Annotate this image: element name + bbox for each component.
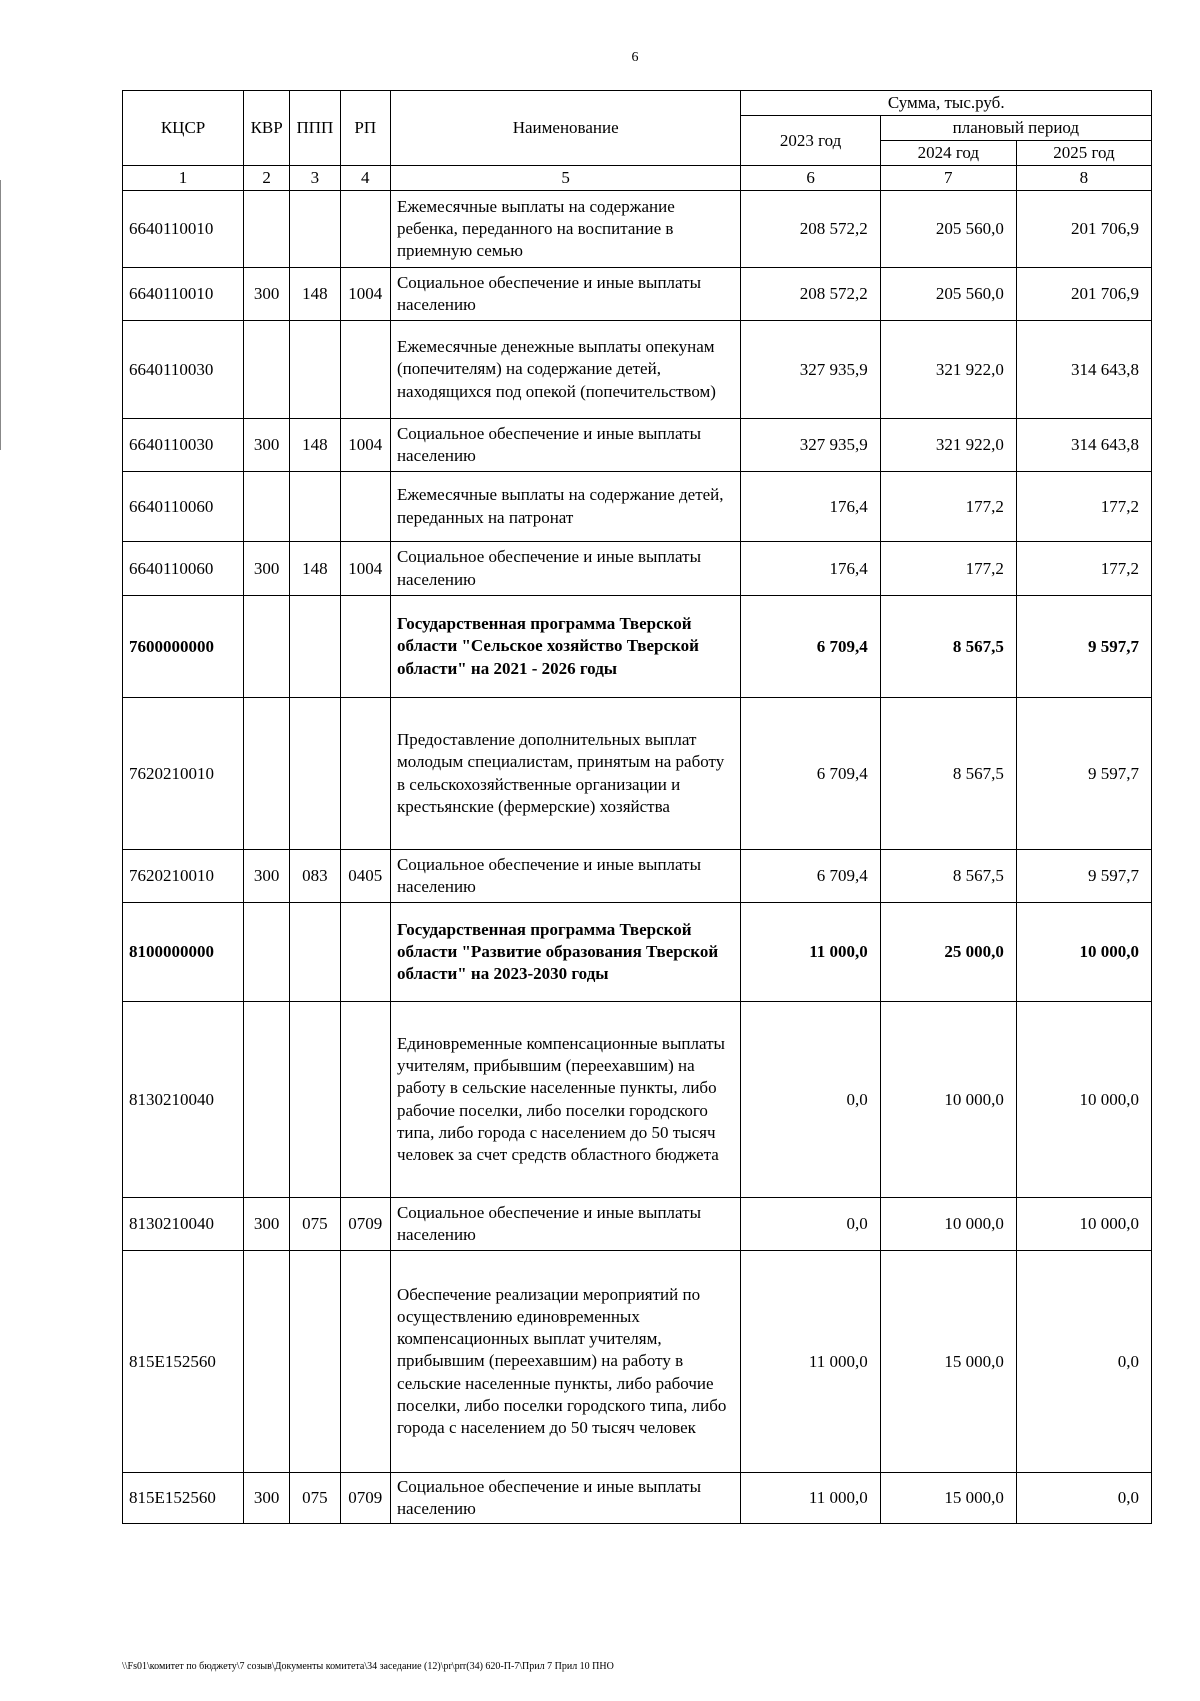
- header-2024: 2024 год: [880, 141, 1016, 166]
- cell-2024: 205 560,0: [880, 268, 1016, 321]
- cell-name: Социальное обеспечение и иные выплаты населению: [390, 542, 740, 596]
- cell-2025: 10 000,0: [1016, 1002, 1151, 1198]
- cell-2025: 0,0: [1016, 1251, 1151, 1473]
- cell-rp: 1004: [340, 268, 390, 321]
- table-row: [123, 1473, 1152, 1524]
- cell-2024: 321 922,0: [880, 321, 1016, 419]
- cell-2024: 15 000,0: [880, 1251, 1016, 1473]
- cell-kcsr: 6640110010: [123, 191, 244, 268]
- column-number: 4: [340, 166, 390, 191]
- cell-2025: 201 706,9: [1016, 268, 1151, 321]
- table-row: [123, 191, 1152, 268]
- cell-ppp: 148: [290, 268, 340, 321]
- table-row: [123, 472, 1152, 542]
- cell-2025: 201 706,9: [1016, 191, 1151, 268]
- cell-rp: 1004: [340, 419, 390, 472]
- cell-ppp: [290, 321, 340, 419]
- cell-kcsr: 6640110060: [123, 472, 244, 542]
- cell-ppp: 075: [290, 1198, 340, 1251]
- cell-rp: [340, 321, 390, 419]
- cell-2025: 10 000,0: [1016, 1198, 1151, 1251]
- cell-ppp: [290, 698, 340, 850]
- cell-2024: 8 567,5: [880, 596, 1016, 698]
- cell-name: Предоставление дополнительных выплат молодым специалистам, принятым на работу в сельскохозяйственные организации и крестьянские (фермерские) хозяйства: [390, 698, 740, 850]
- cell-rp: [340, 1251, 390, 1473]
- cell-kcsr: 815E152560: [123, 1473, 244, 1524]
- table-row: [123, 1251, 1152, 1473]
- cell-rp: 0709: [340, 1473, 390, 1524]
- header-kcsr: КЦСР: [123, 91, 244, 166]
- cell-kvr: [244, 903, 290, 1002]
- cell-2023: 6 709,4: [741, 850, 880, 903]
- cell-kcsr: 7620210010: [123, 850, 244, 903]
- cell-kvr: [244, 1251, 290, 1473]
- header-sum: Сумма, тыс.руб.: [741, 91, 1152, 116]
- cell-ppp: 083: [290, 850, 340, 903]
- cell-ppp: 148: [290, 542, 340, 596]
- cell-2025: 314 643,8: [1016, 419, 1151, 472]
- table-row: [123, 542, 1152, 596]
- table-row: [123, 268, 1152, 321]
- cell-name: Единовременные компенсационные выплаты учителям, прибывшим (переехавшим) на работу в сельские населенные пункты, либо рабочие поселки, либо поселки городского типа, либо города с населением до 50 тысяч человек за счет средств областного бюджета: [390, 1002, 740, 1198]
- cell-kvr: [244, 596, 290, 698]
- cell-ppp: 148: [290, 419, 340, 472]
- cell-2023: 176,4: [741, 472, 880, 542]
- cell-2024: 8 567,5: [880, 850, 1016, 903]
- cell-name: Социальное обеспечение и иные выплаты населению: [390, 1198, 740, 1251]
- cell-kcsr: 6640110030: [123, 419, 244, 472]
- cell-ppp: [290, 1002, 340, 1198]
- column-number: 5: [390, 166, 740, 191]
- table-row: [123, 321, 1152, 419]
- cell-name: Ежемесячные денежные выплаты опекунам (попечителям) на содержание детей, находящихся под опекой (попечительством): [390, 321, 740, 419]
- cell-name: Ежемесячные выплаты на содержание ребенка, переданного на воспитание в приемную семью: [390, 191, 740, 268]
- column-number: 7: [880, 166, 1016, 191]
- cell-kvr: [244, 698, 290, 850]
- cell-2024: 205 560,0: [880, 191, 1016, 268]
- footer-file-path: \\Fs01\комитет по бюджету\7 созыв\Документы комитета\34 заседание (12)\pr\prr(34) 620-П-7\Прил 7 Прил 10 ПНО: [122, 1661, 614, 1672]
- cell-name: Обеспечение реализации мероприятий по осуществлению единовременных компенсационных выплат учителям, прибывшим (переехавшим) на работу в сельские населенные пункты, либо рабочие поселки, либо поселки городского типа, либо города с населением до 50 тысяч человек: [390, 1251, 740, 1473]
- header-ppp: ППП: [290, 91, 340, 166]
- cell-kvr: 300: [244, 268, 290, 321]
- cell-2023: 327 935,9: [741, 419, 880, 472]
- header-planned-period: плановый период: [880, 116, 1151, 141]
- cell-2023: 11 000,0: [741, 1473, 880, 1524]
- cell-name: Государственная программа Тверской области "Развитие образования Тверской области" на 2023-2030 годы: [390, 903, 740, 1002]
- cell-2023: 11 000,0: [741, 1251, 880, 1473]
- cell-kcsr: 6640110030: [123, 321, 244, 419]
- budget-table: [122, 90, 1152, 1524]
- cell-ppp: [290, 191, 340, 268]
- column-number: 1: [123, 166, 244, 191]
- cell-2025: 9 597,7: [1016, 850, 1151, 903]
- cell-2023: 176,4: [741, 542, 880, 596]
- cell-name: Государственная программа Тверской области "Сельское хозяйство Тверской области" на 2021 - 2026 годы: [390, 596, 740, 698]
- cell-kcsr: 8130210040: [123, 1002, 244, 1198]
- cell-kvr: 300: [244, 1473, 290, 1524]
- cell-name: Социальное обеспечение и иные выплаты населению: [390, 850, 740, 903]
- cell-rp: 0709: [340, 1198, 390, 1251]
- cell-2025: 10 000,0: [1016, 903, 1151, 1002]
- cell-rp: [340, 1002, 390, 1198]
- cell-2023: 208 572,2: [741, 268, 880, 321]
- cell-name: Социальное обеспечение и иные выплаты населению: [390, 1473, 740, 1524]
- cell-rp: [340, 698, 390, 850]
- cell-ppp: 075: [290, 1473, 340, 1524]
- cell-2025: 9 597,7: [1016, 596, 1151, 698]
- table-row: [123, 850, 1152, 903]
- cell-2024: 10 000,0: [880, 1002, 1016, 1198]
- column-number: 3: [290, 166, 340, 191]
- column-number: 8: [1016, 166, 1151, 191]
- cell-2023: 6 709,4: [741, 698, 880, 850]
- cell-2025: 9 597,7: [1016, 698, 1151, 850]
- cell-kvr: [244, 472, 290, 542]
- cell-2024: 321 922,0: [880, 419, 1016, 472]
- cell-kcsr: 7600000000: [123, 596, 244, 698]
- cell-2024: 177,2: [880, 542, 1016, 596]
- cell-2023: 11 000,0: [741, 903, 880, 1002]
- cell-ppp: [290, 596, 340, 698]
- cell-2023: 6 709,4: [741, 596, 880, 698]
- cell-rp: 1004: [340, 542, 390, 596]
- cell-kvr: [244, 321, 290, 419]
- header-name: Наименование: [390, 91, 740, 166]
- cell-kvr: [244, 191, 290, 268]
- cell-name: Ежемесячные выплаты на содержание детей, переданных на патронат: [390, 472, 740, 542]
- cell-kvr: 300: [244, 542, 290, 596]
- cell-kcsr: 815E152560: [123, 1251, 244, 1473]
- cell-rp: [340, 472, 390, 542]
- cell-2024: 8 567,5: [880, 698, 1016, 850]
- column-number: 2: [244, 166, 290, 191]
- cell-ppp: [290, 472, 340, 542]
- cell-kvr: 300: [244, 850, 290, 903]
- table-row: [123, 1198, 1152, 1251]
- header-2025: 2025 год: [1016, 141, 1151, 166]
- cell-name: Социальное обеспечение и иные выплаты населению: [390, 419, 740, 472]
- cell-2025: 0,0: [1016, 1473, 1151, 1524]
- cell-kcsr: 8130210040: [123, 1198, 244, 1251]
- cell-kcsr: 6640110060: [123, 542, 244, 596]
- header-kvr: КВР: [244, 91, 290, 166]
- cell-rp: 0405: [340, 850, 390, 903]
- cell-kvr: 300: [244, 1198, 290, 1251]
- header-rp: РП: [340, 91, 390, 166]
- page-number: 6: [631, 50, 639, 65]
- cell-kcsr: 6640110010: [123, 268, 244, 321]
- scan-edge-mark: [0, 180, 3, 450]
- cell-2023: 327 935,9: [741, 321, 880, 419]
- cell-kvr: [244, 1002, 290, 1198]
- cell-kvr: 300: [244, 419, 290, 472]
- cell-2024: 15 000,0: [880, 1473, 1016, 1524]
- cell-ppp: [290, 903, 340, 1002]
- cell-2025: 177,2: [1016, 542, 1151, 596]
- cell-2025: 177,2: [1016, 472, 1151, 542]
- table-row-program: [123, 596, 1152, 698]
- cell-2023: 0,0: [741, 1002, 880, 1198]
- cell-rp: [340, 903, 390, 1002]
- header-2023: 2023 год: [741, 116, 880, 166]
- cell-2023: 0,0: [741, 1198, 880, 1251]
- table-row: [123, 1002, 1152, 1198]
- cell-2024: 10 000,0: [880, 1198, 1016, 1251]
- cell-2024: 177,2: [880, 472, 1016, 542]
- cell-2025: 314 643,8: [1016, 321, 1151, 419]
- column-number: 6: [741, 166, 880, 191]
- cell-kcsr: 8100000000: [123, 903, 244, 1002]
- cell-rp: [340, 191, 390, 268]
- cell-rp: [340, 596, 390, 698]
- cell-2024: 25 000,0: [880, 903, 1016, 1002]
- cell-name: Социальное обеспечение и иные выплаты населению: [390, 268, 740, 321]
- table-row: [123, 698, 1152, 850]
- table-row-program: [123, 903, 1152, 1002]
- table-row: [123, 419, 1152, 472]
- cell-2023: 208 572,2: [741, 191, 880, 268]
- column-numbers-row: [123, 166, 1152, 191]
- cell-ppp: [290, 1251, 340, 1473]
- cell-kcsr: 7620210010: [123, 698, 244, 850]
